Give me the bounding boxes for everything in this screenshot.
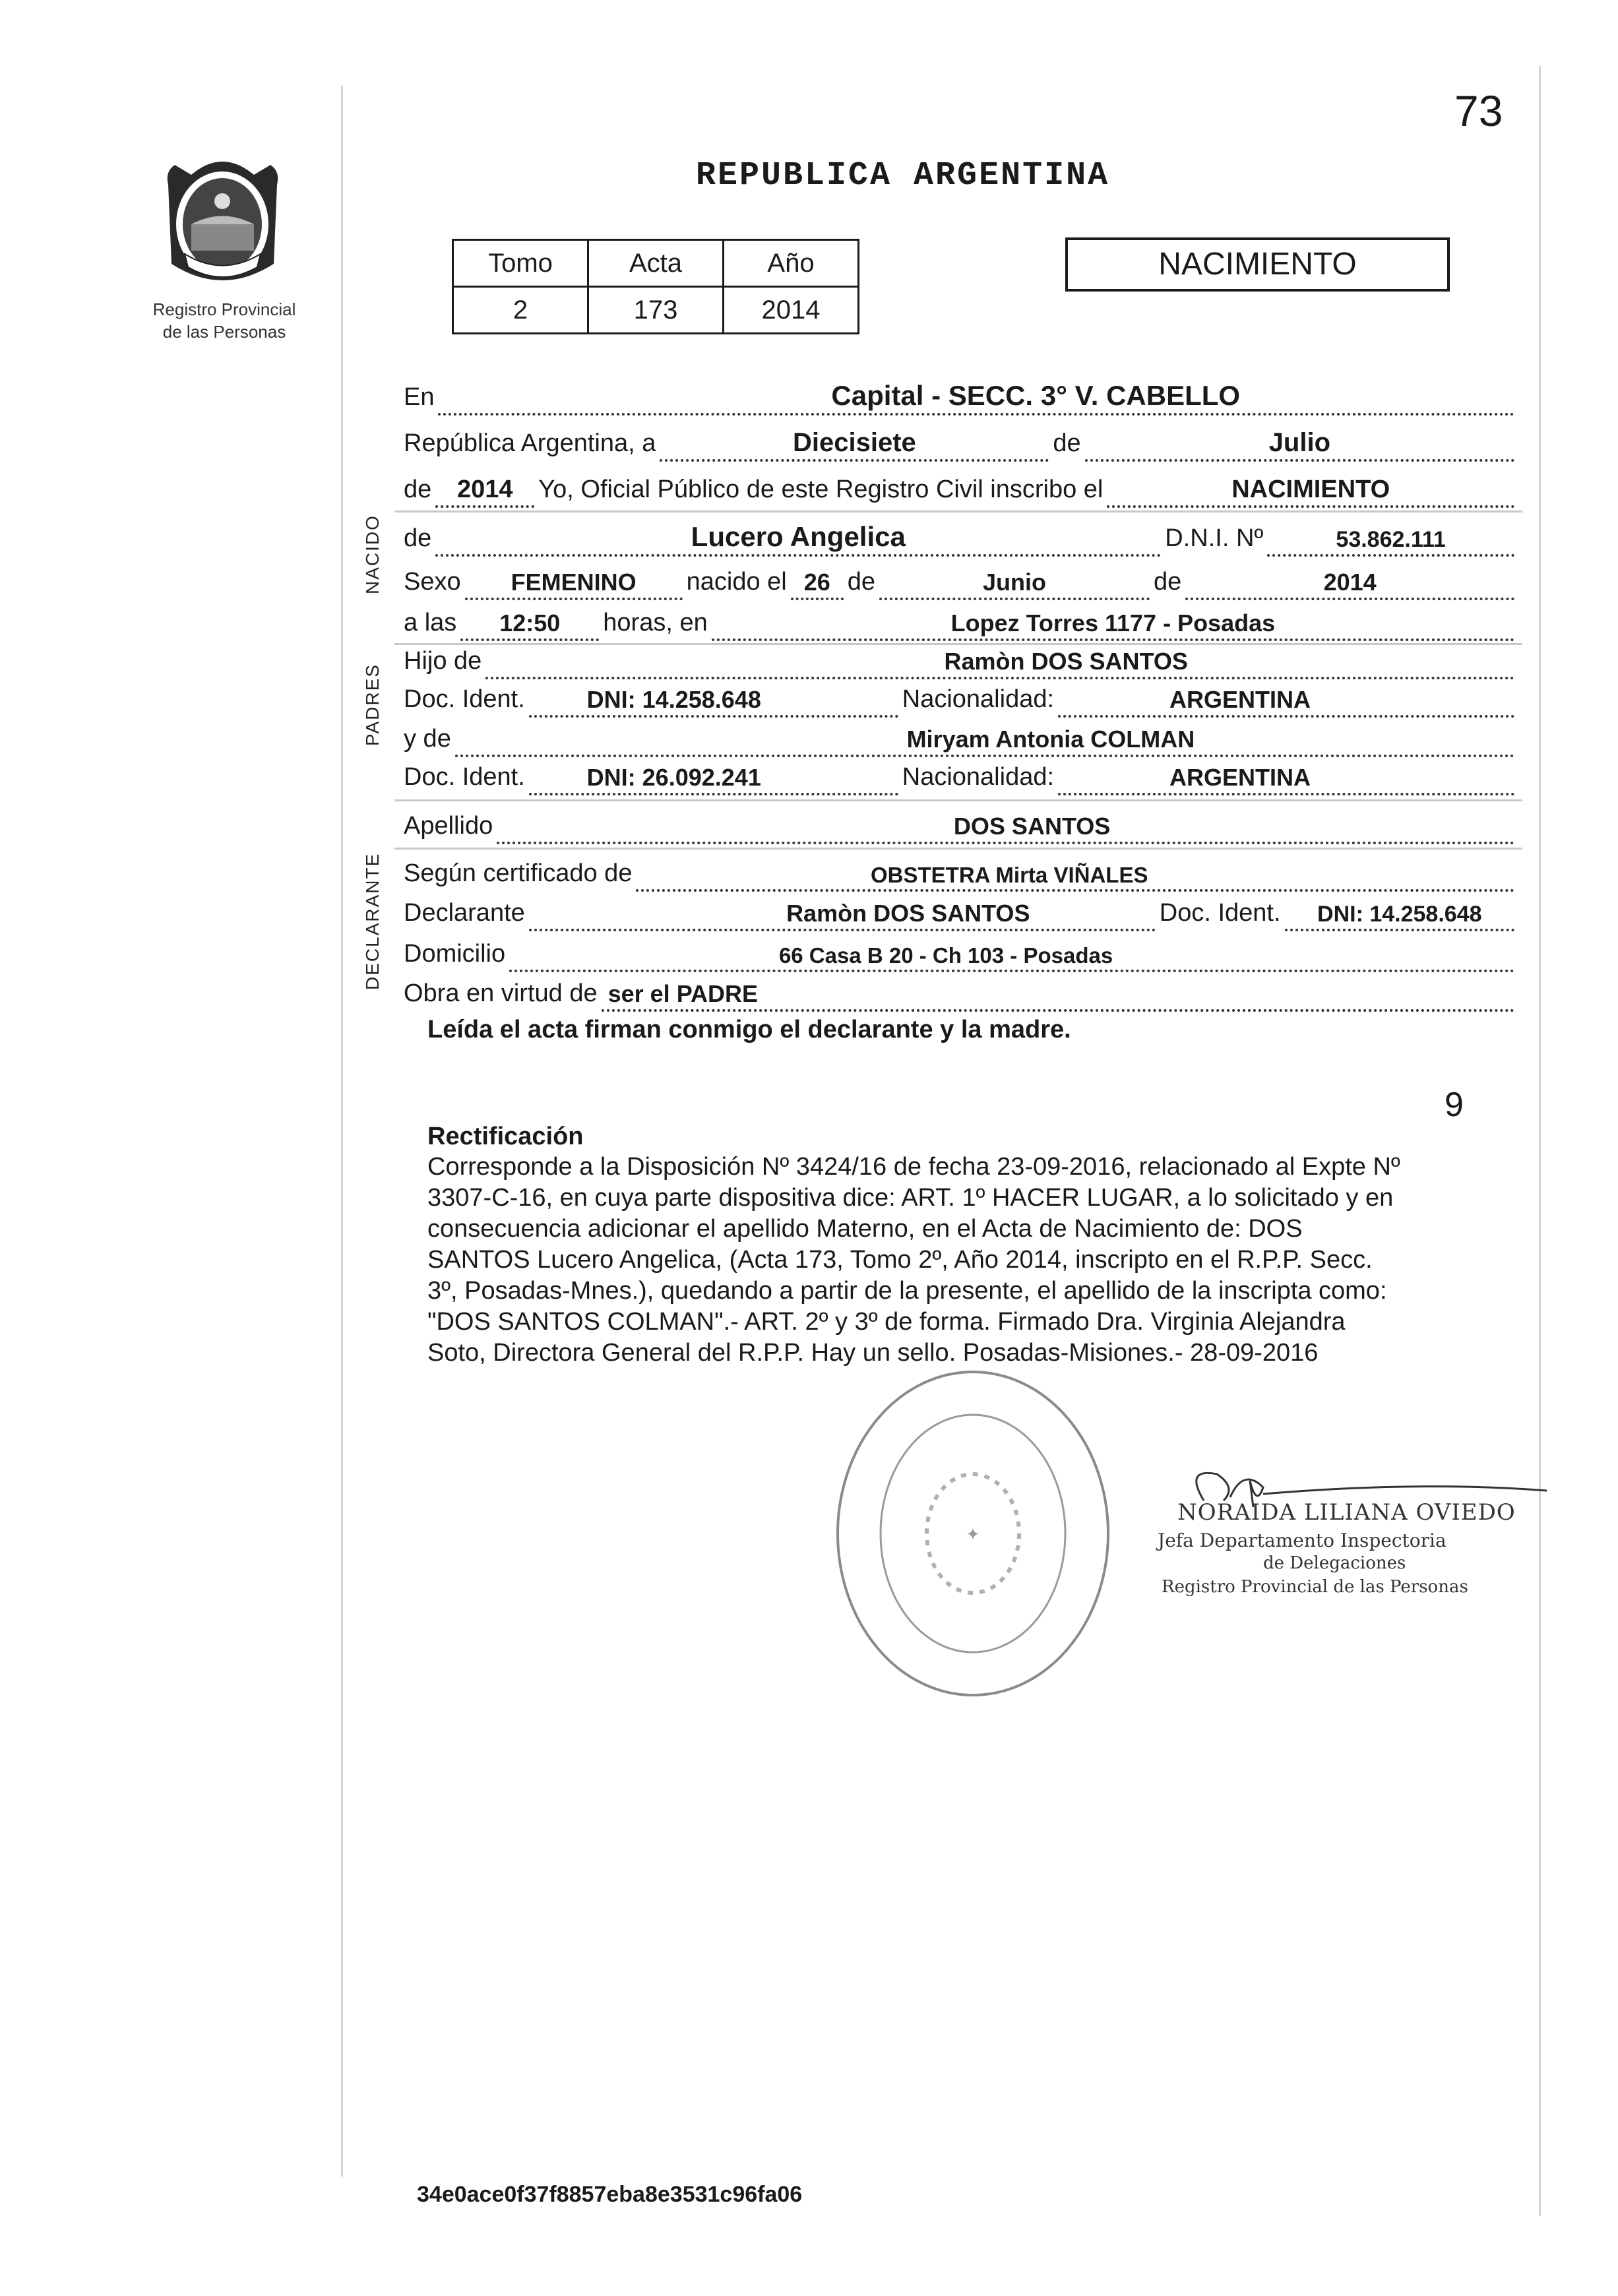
row-madre-doc: Doc. Ident. DNI: 26.092.241 Nacionalidad: ARGENTINA — [404, 755, 1518, 795]
page-title: REPUBLICA ARGENTINA — [696, 157, 1110, 195]
field-declarante: Ramòn DOS SANTOS — [529, 889, 1156, 931]
closing-statement: Leída el acta firman conmigo el declarante y la madre. — [427, 1016, 1071, 1043]
field-apellido: DOS SANTOS — [497, 802, 1514, 844]
row-sexo: Sexo FEMENINO nacido el 26 de Junio de 2014 — [404, 559, 1518, 600]
document-type-box: NACIMIENTO — [1065, 237, 1450, 292]
rectification-line: consecuencia adicionar el apellido Materno, en el Acta de Nacimiento de: DOS — [427, 1215, 1303, 1243]
field-padre-nac: ARGENTINA — [1058, 675, 1514, 718]
field-nac-anio: 2014 — [1185, 558, 1514, 600]
header-acta: Acta — [588, 240, 724, 287]
value-tomo: 2 — [453, 287, 588, 334]
rectification-line: Soto, Directora General del R.P.P. Hay un sello. Posadas-Misiones.- 28-09-2016 — [427, 1339, 1319, 1367]
row-obra: Obra en virtud de ser el PADRE — [404, 971, 1518, 1012]
province-seal-icon — [152, 145, 294, 297]
official-stamp-icon — [828, 1362, 1118, 1705]
registry-logo — [152, 145, 294, 297]
svg-text:✦: ✦ — [966, 1525, 980, 1545]
row-madre: y de Miryam Antonia COLMAN — [404, 716, 1518, 757]
field-lugar-nac: Lopez Torres 1177 - Posadas — [712, 599, 1514, 641]
row-apellido: Apellido DOS SANTOS — [404, 803, 1518, 844]
rectification-line: "DOS SANTOS COLMAN".- ART. 2º y 3º de forma. Firmado Dra. Virginia Alejandra — [427, 1308, 1346, 1336]
rectification-body — [427, 1152, 1509, 1369]
field-padre: Ramòn DOS SANTOS — [485, 637, 1514, 679]
row-anio: de 2014 Yo, Oficial Público de este Registro Civil inscribo el NACIMIENTO — [404, 467, 1518, 508]
signature-institution: Registro Provincial de las Personas — [1162, 1577, 1468, 1597]
field-lugar: Capital - SECC. 3° V. CABELLO — [438, 373, 1514, 416]
signature-title: Jefa Departamento Inspectoria — [1158, 1530, 1447, 1551]
volume-table-values — [453, 287, 859, 334]
volume-table-header — [453, 240, 859, 287]
rectification-line: SANTOS Lucero Angelica, (Acta 173, Tomo 2º, Año 2014, inscripto en el R.P.P. Secc. — [427, 1246, 1373, 1274]
header-anio: Año — [724, 240, 859, 287]
field-acto: NACIMIENTO — [1107, 466, 1514, 508]
volume-table — [452, 239, 859, 334]
field-mes: Julio — [1085, 419, 1514, 462]
value-acta: 173 — [588, 287, 724, 334]
field-anio: 2014 — [435, 466, 534, 508]
field-madre: Miryam Antonia COLMAN — [455, 715, 1514, 757]
signature-block — [1158, 1461, 1553, 1619]
page-number: 73 — [1454, 86, 1503, 135]
field-sexo: FEMENINO — [465, 558, 683, 600]
signature-name: NORAIDA LILIANA OVIEDO — [1177, 1499, 1516, 1526]
side-label-padres: PADRES — [362, 663, 383, 746]
field-madre-doc: DNI: 26.092.241 — [529, 753, 898, 795]
field-nac-mes: Junio — [879, 558, 1150, 600]
field-domicilio: 66 Casa B 20 - Ch 103 - Posadas — [509, 930, 1514, 972]
rectification-line: 3º, Posadas-Mnes.), quedando a partir de la presente, el apellido de la inscripta como: — [427, 1277, 1387, 1305]
row-fecha: República Argentina, a Diecisiete de Julio — [404, 421, 1518, 462]
header-tomo: Tomo — [453, 240, 588, 287]
value-anio: 2014 — [724, 287, 859, 334]
field-hora: 12:50 — [460, 599, 599, 641]
row-certificado: Según certificado de OBSTETRA Mirta VIÑALES — [404, 851, 1518, 892]
field-padre-doc: DNI: 14.258.648 — [529, 675, 898, 718]
document-hash: 34e0ace0f37f8857eba8e3531c96fa06 — [417, 2182, 803, 2207]
right-margin-line — [1539, 66, 1541, 2216]
left-margin-line — [341, 86, 343, 2177]
row-padre-doc: Doc. Ident. DNI: 14.258.648 Nacionalidad: ARGENTINA — [404, 677, 1518, 718]
field-nac-dia: 26 — [791, 558, 844, 600]
field-madre-nac: ARGENTINA — [1058, 753, 1514, 795]
side-label-declarante: DECLARANTE — [362, 852, 383, 990]
field-certificado: OBSTETRA Mirta VIÑALES — [636, 850, 1514, 892]
row-declarante: Declarante Ramòn DOS SANTOS Doc. Ident. DNI: 14.258.648 — [404, 890, 1518, 931]
rectification-line: 3307-C-16, en cuya parte dispositiva dice: ART. 1º HACER LUGAR, a lo solicitado y en — [427, 1184, 1394, 1212]
signature-department: de Delegaciones — [1263, 1553, 1406, 1573]
rectification-number: 9 — [1445, 1086, 1464, 1124]
row-hora: a las 12:50 horas, en Lopez Torres 1177 - Posadas — [404, 600, 1518, 641]
row-padre: Hijo de Ramòn DOS SANTOS — [404, 638, 1518, 679]
field-obra: ser el PADRE — [602, 970, 1514, 1012]
rectification-title: Rectificación — [427, 1123, 584, 1150]
section-divider — [394, 799, 1522, 801]
official-seal — [828, 1362, 1118, 1705]
section-divider — [394, 511, 1522, 512]
field-nombre: Lucero Angelica — [435, 514, 1161, 557]
row-domicilio: Domicilio 66 Casa B 20 - Ch 103 - Posadas — [404, 931, 1518, 972]
field-declarante-doc: DNI: 14.258.648 — [1285, 889, 1514, 931]
field-dia: Diecisiete — [660, 419, 1049, 462]
field-dni: 53.862.111 — [1267, 514, 1514, 557]
row-nombre: de Lucero Angelica D.N.I. Nº 53.862.111 — [404, 516, 1518, 557]
registry-name: Registro Provincial de las Personas — [152, 299, 296, 342]
side-label-nacido: NACIDO — [362, 514, 383, 594]
rectification-line: Corresponde a la Disposición Nº 3424/16 de fecha 23-09-2016, relacionado al Expte Nº — [427, 1153, 1400, 1181]
row-en: En Capital - SECC. 3° V. CABELLO — [404, 375, 1518, 416]
